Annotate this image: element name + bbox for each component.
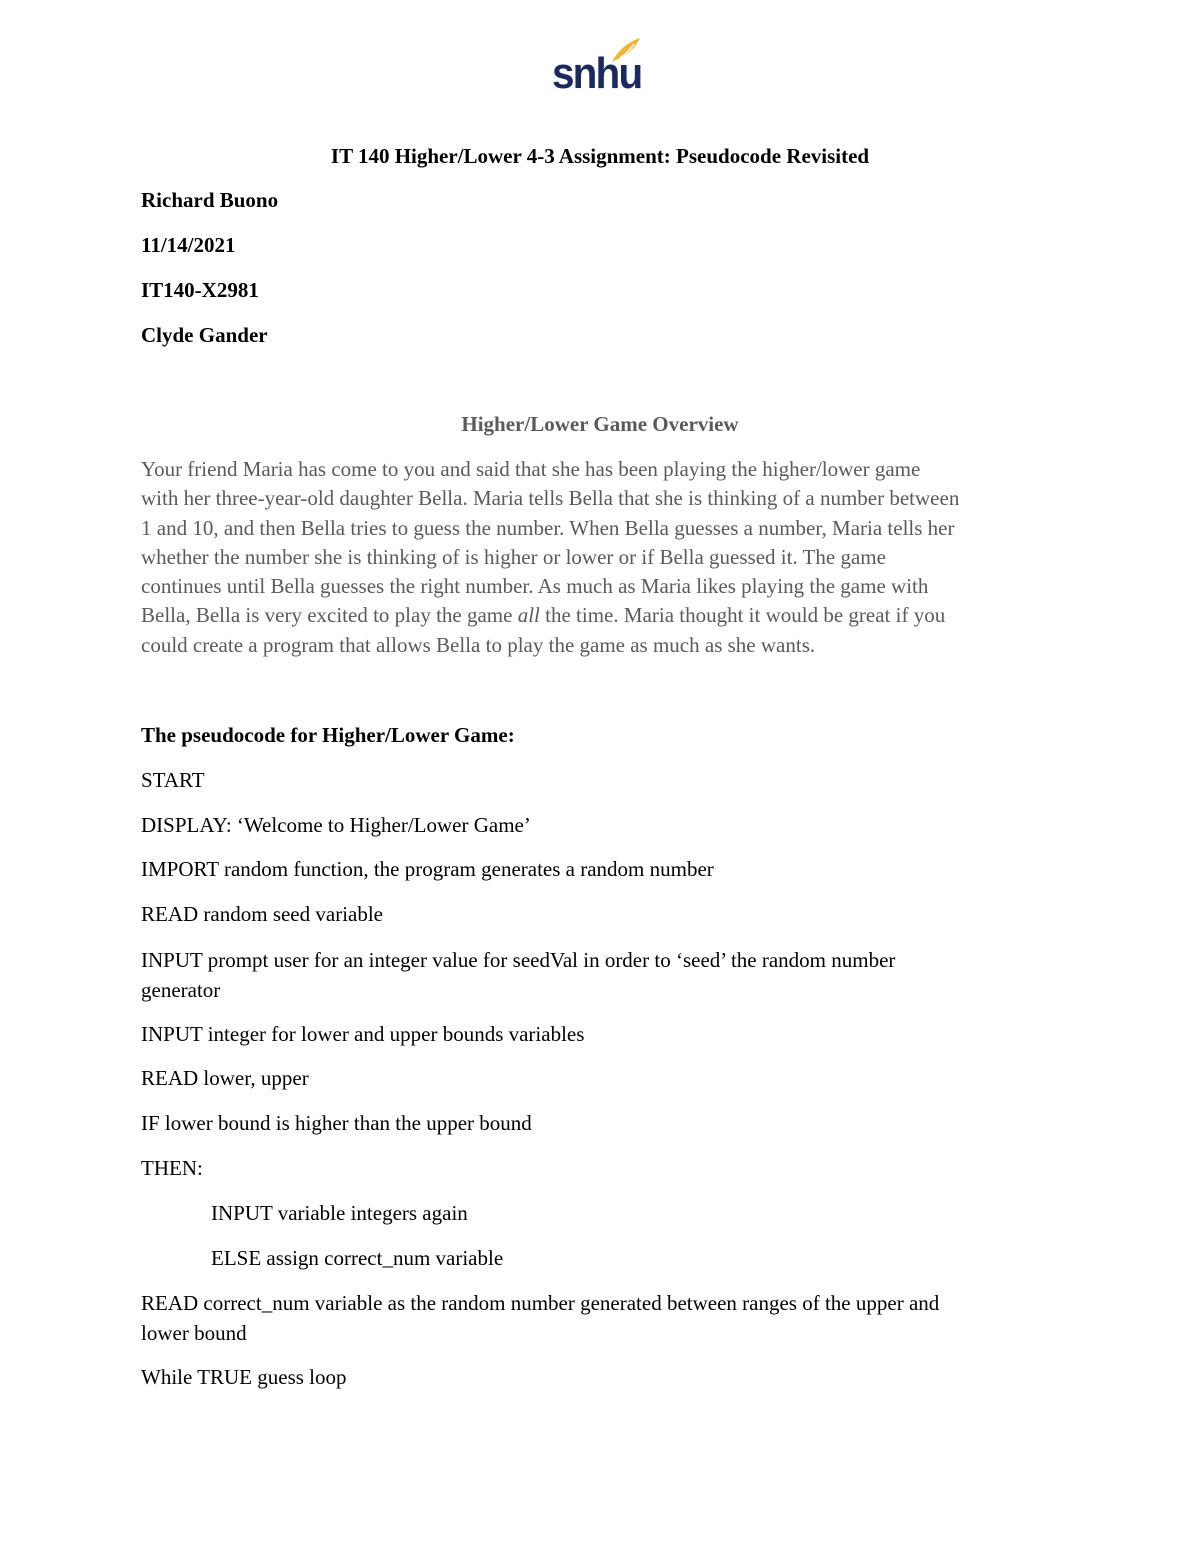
course-code: IT140-X2981	[141, 278, 259, 302]
snhu-logo	[552, 36, 644, 102]
overview-emphasis: all	[517, 603, 540, 628]
document-date: 11/14/2021	[141, 233, 236, 257]
pseudocode-line: ELSE assign correct_num variable	[211, 1246, 504, 1270]
pseudocode-line: INPUT integer for lower and upper bounds variables	[141, 1022, 585, 1046]
pseudocode-line: READ random seed variable	[141, 902, 384, 926]
overview-line: whether the number she is thinking of is higher or lower or if Bella guessed it. The game	[141, 544, 886, 569]
overview-line: continues until Bella guesses the right number. As much as Maria likes playing the game with	[141, 574, 929, 599]
overview-text: the time. Maria thought it would be great if you	[539, 603, 946, 628]
overview-line: could create a program that allows Bella to play the game as much as she wants.	[141, 632, 816, 657]
author-name: Richard Buono	[141, 188, 279, 212]
pseudocode-line: START	[141, 768, 205, 792]
instructor-name: Clyde Gander	[141, 323, 268, 347]
pseudocode-heading: The pseudocode for Higher/Lower Game:	[141, 723, 515, 747]
pseudocode-line-part: INPUT prompt user for an integer value for seedVal in order to ‘seed’ the random number	[141, 948, 896, 972]
pseudocode-line	[141, 945, 1071, 1005]
overview-paragraph	[141, 455, 1071, 660]
pseudocode-line	[141, 1288, 1071, 1348]
overview-text: Bella, Bella is very excited to play the game	[141, 603, 518, 628]
overview-line: 1 and 10, and then Bella tries to guess the number. When Bella guesses a number, Maria tells her	[141, 515, 955, 540]
document-title: IT 140 Higher/Lower 4-3 Assignment: Pseudocode Revisited	[330, 144, 870, 168]
overview-line: Your friend Maria has come to you and said that she has been playing the higher/lower game	[141, 457, 921, 481]
logo-text: snhu	[552, 49, 642, 98]
pseudocode-line: IMPORT random function, the program generates a random number	[141, 857, 714, 881]
pseudocode-line: DISPLAY: ‘Welcome to Higher/Lower Game’	[141, 813, 531, 837]
pseudocode-line: INPUT variable integers again	[211, 1201, 468, 1225]
overview-heading: Higher/Lower Game Overview	[461, 412, 739, 436]
pseudocode-line: THEN:	[141, 1156, 203, 1180]
pseudocode-line: While TRUE guess loop	[141, 1365, 347, 1389]
pseudocode-line-part: generator	[141, 978, 221, 1002]
pseudocode-line: READ lower, upper	[141, 1066, 309, 1090]
pseudocode-line-part: lower bound	[141, 1321, 247, 1345]
overview-line-emphasis	[141, 601, 1071, 630]
pseudocode-line-part: READ correct_num variable as the random number generated between ranges of the upper and	[141, 1291, 940, 1315]
overview-line: with her three-year-old daughter Bella. Maria tells Bella that she is thinking of a number between	[141, 486, 960, 511]
pseudocode-line: IF lower bound is higher than the upper bound	[141, 1111, 532, 1135]
